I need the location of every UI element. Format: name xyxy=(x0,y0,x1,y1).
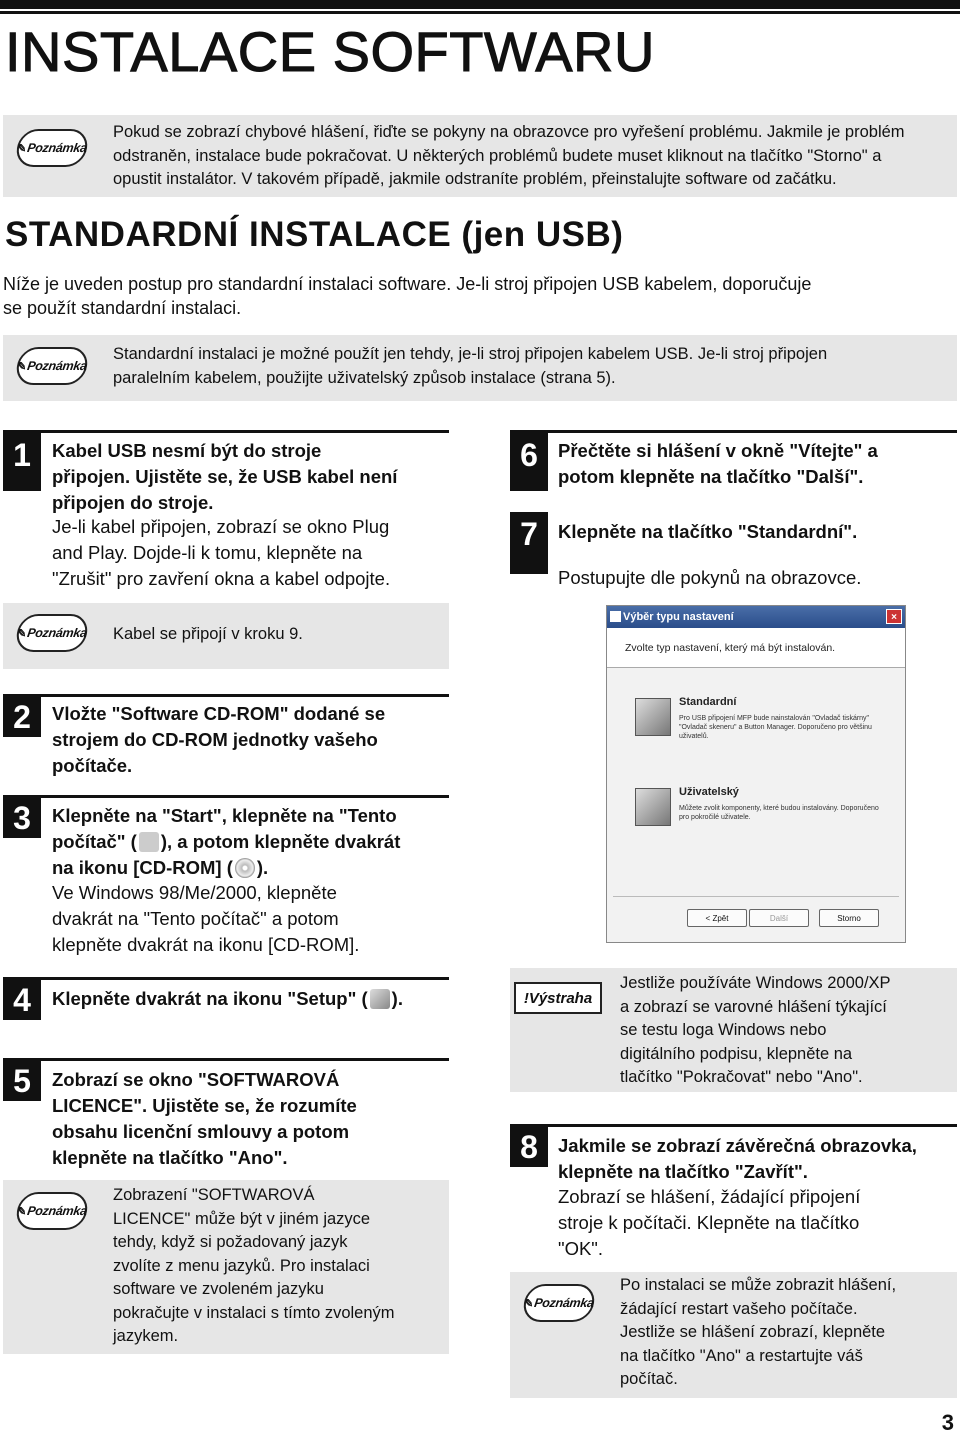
step-3-text xyxy=(52,880,452,958)
printer-icon xyxy=(635,788,671,826)
setup-icon xyxy=(370,989,390,1009)
step-3-heading xyxy=(52,803,452,881)
step-line: "OK". xyxy=(558,1238,604,1259)
step-1-heading xyxy=(52,438,452,516)
step-number: 5 xyxy=(3,1061,41,1101)
page-number: 3 xyxy=(941,1410,954,1435)
note-badge: ✎ Poznámka xyxy=(14,129,89,167)
note-line: pokračujte v instalaci s tímto zvoleným xyxy=(113,1303,395,1322)
note-text: Kabel se připojí v kroku 9. xyxy=(113,625,303,643)
note-text xyxy=(620,1274,950,1392)
pencil-icon: ✎ xyxy=(16,627,28,640)
note-line: a zobrazí se varovné hlášení týkající xyxy=(620,997,887,1016)
note-text xyxy=(113,121,953,192)
note-line: LICENCE" může být v jiném jazyce xyxy=(113,1209,371,1228)
note-line: Jestliže používáte Windows 2000/XP xyxy=(620,974,891,992)
step-line: Klepněte na "Start", klepněte na "Tento xyxy=(52,805,397,826)
step-number: 2 xyxy=(3,697,41,737)
step-line: na ikonu [CD-ROM] ( ). xyxy=(52,857,269,878)
step-rule xyxy=(510,430,957,433)
setup-type-dialog xyxy=(606,605,906,943)
cancel-button[interactable]: Storno xyxy=(819,909,879,927)
note-line: digitálního podpisu, klepněte na xyxy=(620,1044,853,1063)
step-line: obsahu licenční smlouvy a potom xyxy=(52,1121,350,1142)
step-rule xyxy=(3,694,449,697)
step-line: Zobrazí se okno "SOFTWAROVÁ xyxy=(52,1069,340,1090)
step-8-heading xyxy=(558,1133,958,1185)
note-badge: ✎ Poznámka xyxy=(14,1192,89,1230)
note-box-errors xyxy=(3,115,957,197)
step-line: potom klepněte na tlačítko "Další". xyxy=(558,466,864,487)
note-line: tlačítko "Pokračovat" nebo "Ano". xyxy=(620,1068,863,1086)
note-line: Pokud se zobrazí chybové hlášení, řiďte se pokyny na obrazovce pro vyřešení problému. Jakmile je problém xyxy=(113,123,905,141)
note-box-restart xyxy=(510,1272,957,1398)
note-badge: ✎ Poznámka xyxy=(14,347,89,385)
warning-badge: ! Výstraha xyxy=(514,982,602,1014)
step-4-heading xyxy=(52,986,452,1012)
cd-rom-icon xyxy=(235,858,255,878)
note-line: Po instalaci se může zobrazit hlášení, xyxy=(620,1276,897,1294)
step-line: strojem do CD-ROM jednotky vašeho xyxy=(52,729,378,750)
step-number: 6 xyxy=(510,433,548,491)
option-standard[interactable]: Standardní Pro USB připojení MFP bude nainstalován "Ovladač tiskárny" "Ovladač skeneru" a Button Manager. Doporučeno pro většinu uživatelů. xyxy=(627,692,887,764)
top-rule xyxy=(0,0,960,9)
note-line: jazykem. xyxy=(113,1327,179,1345)
note-badge: ✎ Poznámka xyxy=(14,614,89,652)
step-number: 7 xyxy=(510,512,548,574)
note-box-cable xyxy=(3,603,449,669)
step-line: Je-li kabel připojen, zobrazí se okno Plug xyxy=(52,516,390,537)
note-line: se testu loga Windows nebo xyxy=(620,1021,827,1039)
section-title: STANDARDNÍ INSTALACE (jen USB) xyxy=(5,215,624,254)
back-button[interactable]: < Zpět xyxy=(687,909,747,927)
step-line: klepněte na tlačítko "Zavřít". xyxy=(558,1161,808,1182)
step-line: dvakrát na "Tento počítač" a potom xyxy=(52,908,339,929)
step-line: Ve Windows 98/Me/2000, klepněte xyxy=(52,882,337,903)
step-number: 3 xyxy=(3,798,41,838)
step-line: Vložte "Software CD-ROM" dodané se xyxy=(52,703,386,724)
note-text xyxy=(113,343,953,390)
intro-line: Níže je uveden postup pro standardní instalaci software. Je-li stroj připojen USB kabelem, doporučuje xyxy=(3,274,812,294)
step-rule xyxy=(3,1058,449,1061)
close-icon[interactable]: × xyxy=(886,609,902,624)
warning-icon: ! xyxy=(523,989,529,1007)
step-line: stroje k počítači. Klepněte na tlačítko xyxy=(558,1212,860,1233)
note-line: odstraněn, instalace bude pokračovat. U některých problémů budete muset kliknout na tlačítko "Storno" a xyxy=(113,146,882,165)
note-line: Jestliže se hlášení zobrazí, klepněte xyxy=(620,1323,886,1341)
note-line: Zobrazení "SOFTWAROVÁ xyxy=(113,1186,315,1204)
step-line: Přečtěte si hlášení v okně "Vítejte" a xyxy=(558,440,878,461)
note-badge: ✎ Poznámka xyxy=(521,1284,596,1322)
top-rule-thin xyxy=(0,11,960,14)
step-line: připojen do stroje. xyxy=(52,492,214,513)
step-rule xyxy=(3,977,449,980)
step-line: and Play. Dojde-li k tomu, klepněte na xyxy=(52,542,363,563)
intro-paragraph xyxy=(3,272,958,320)
step-line: "Zrušit" pro zavření okna a kabel odpojte. xyxy=(52,568,391,589)
page-title: INSTALACE SOFTWARU xyxy=(5,20,655,83)
warning-text xyxy=(620,972,950,1090)
note-line: tehdy, když si požadovaný jazyk xyxy=(113,1233,348,1251)
my-computer-icon xyxy=(139,832,159,852)
step-line: počítač" ( ), a potom klepněte dvakrát xyxy=(52,831,401,852)
note-text xyxy=(113,1184,443,1349)
step-line: Kabel USB nesmí být do stroje xyxy=(52,440,322,461)
step-line: klepněte dvakrát na ikonu [CD-ROM]. xyxy=(52,934,360,955)
step-number: 8 xyxy=(510,1127,548,1167)
step-7-text: Postupujte dle pokynů na obrazovce. xyxy=(558,567,862,588)
step-rule xyxy=(3,430,449,433)
step-8-text xyxy=(558,1184,958,1262)
step-line: LICENCE". Ujistěte se, že rozumíte xyxy=(52,1095,357,1116)
step-line: klepněte na tlačítko "Ano". xyxy=(52,1147,288,1168)
divider xyxy=(613,896,899,897)
step-line: Klepněte dvakrát na ikonu "Setup" ( ). xyxy=(52,988,403,1009)
printer-icon xyxy=(635,698,671,736)
window-icon xyxy=(610,611,621,622)
note-box-licence xyxy=(3,1180,449,1354)
step-number: 4 xyxy=(3,980,41,1020)
step-line: Jakmile se zobrazí závěrečná obrazovka, xyxy=(558,1135,917,1156)
note-line: software ve zvoleném jazyku xyxy=(113,1280,324,1298)
next-button[interactable]: Další xyxy=(749,909,809,927)
step-2-heading xyxy=(52,701,452,779)
warning-box xyxy=(510,968,957,1092)
step-line: připojen. Ujistěte se, že USB kabel není xyxy=(52,466,398,487)
step-number: 1 xyxy=(3,433,41,491)
note-line: počítač. xyxy=(620,1370,678,1388)
step-7-heading: Klepněte na tlačítko "Standardní". xyxy=(558,521,858,542)
dialog-titlebar: Výběr typu nastavení × xyxy=(607,606,905,628)
intro-line: se použít standardní instalaci. xyxy=(3,298,242,318)
option-custom[interactable]: Uživatelský Můžete zvolit komponenty, které budou instalovány. Doporučeno pro pokročilé uživatele. xyxy=(627,782,887,854)
step-1-text xyxy=(52,514,452,592)
pencil-icon: ✎ xyxy=(16,1205,28,1218)
note-line: žádající restart vašeho počítače. xyxy=(620,1299,858,1318)
pencil-icon: ✎ xyxy=(16,142,28,155)
step-rule xyxy=(510,1124,957,1127)
pencil-icon: ✎ xyxy=(523,1297,535,1310)
note-line: paralelním kabelem, použijte uživatelský způsob instalace (strana 5). xyxy=(113,368,616,387)
note-line: zvolíte z menu jazyků. Pro instalaci xyxy=(113,1256,370,1275)
step-rule xyxy=(3,795,449,798)
step-6-heading xyxy=(558,438,958,490)
dialog-prompt: Zvolte typ nastavení, který má být instalován. xyxy=(607,628,905,668)
note-line: na tlačítko "Ano" a restartujte váš xyxy=(620,1346,863,1365)
pencil-icon: ✎ xyxy=(16,360,28,373)
step-line: Zobrazí se hlášení, žádající připojení xyxy=(558,1186,861,1207)
note-box-usb xyxy=(3,335,957,401)
step-5-heading xyxy=(52,1067,452,1171)
step-line: počítače. xyxy=(52,755,133,776)
note-line: opustit instalátor. V takovém případě, jakmile odstraníte problém, přeinstalujte software od začátku. xyxy=(113,170,837,188)
note-line: Standardní instalaci je možné použít jen tehdy, je-li stroj připojen kabelem USB. Je-li stroj připojen xyxy=(113,345,828,363)
